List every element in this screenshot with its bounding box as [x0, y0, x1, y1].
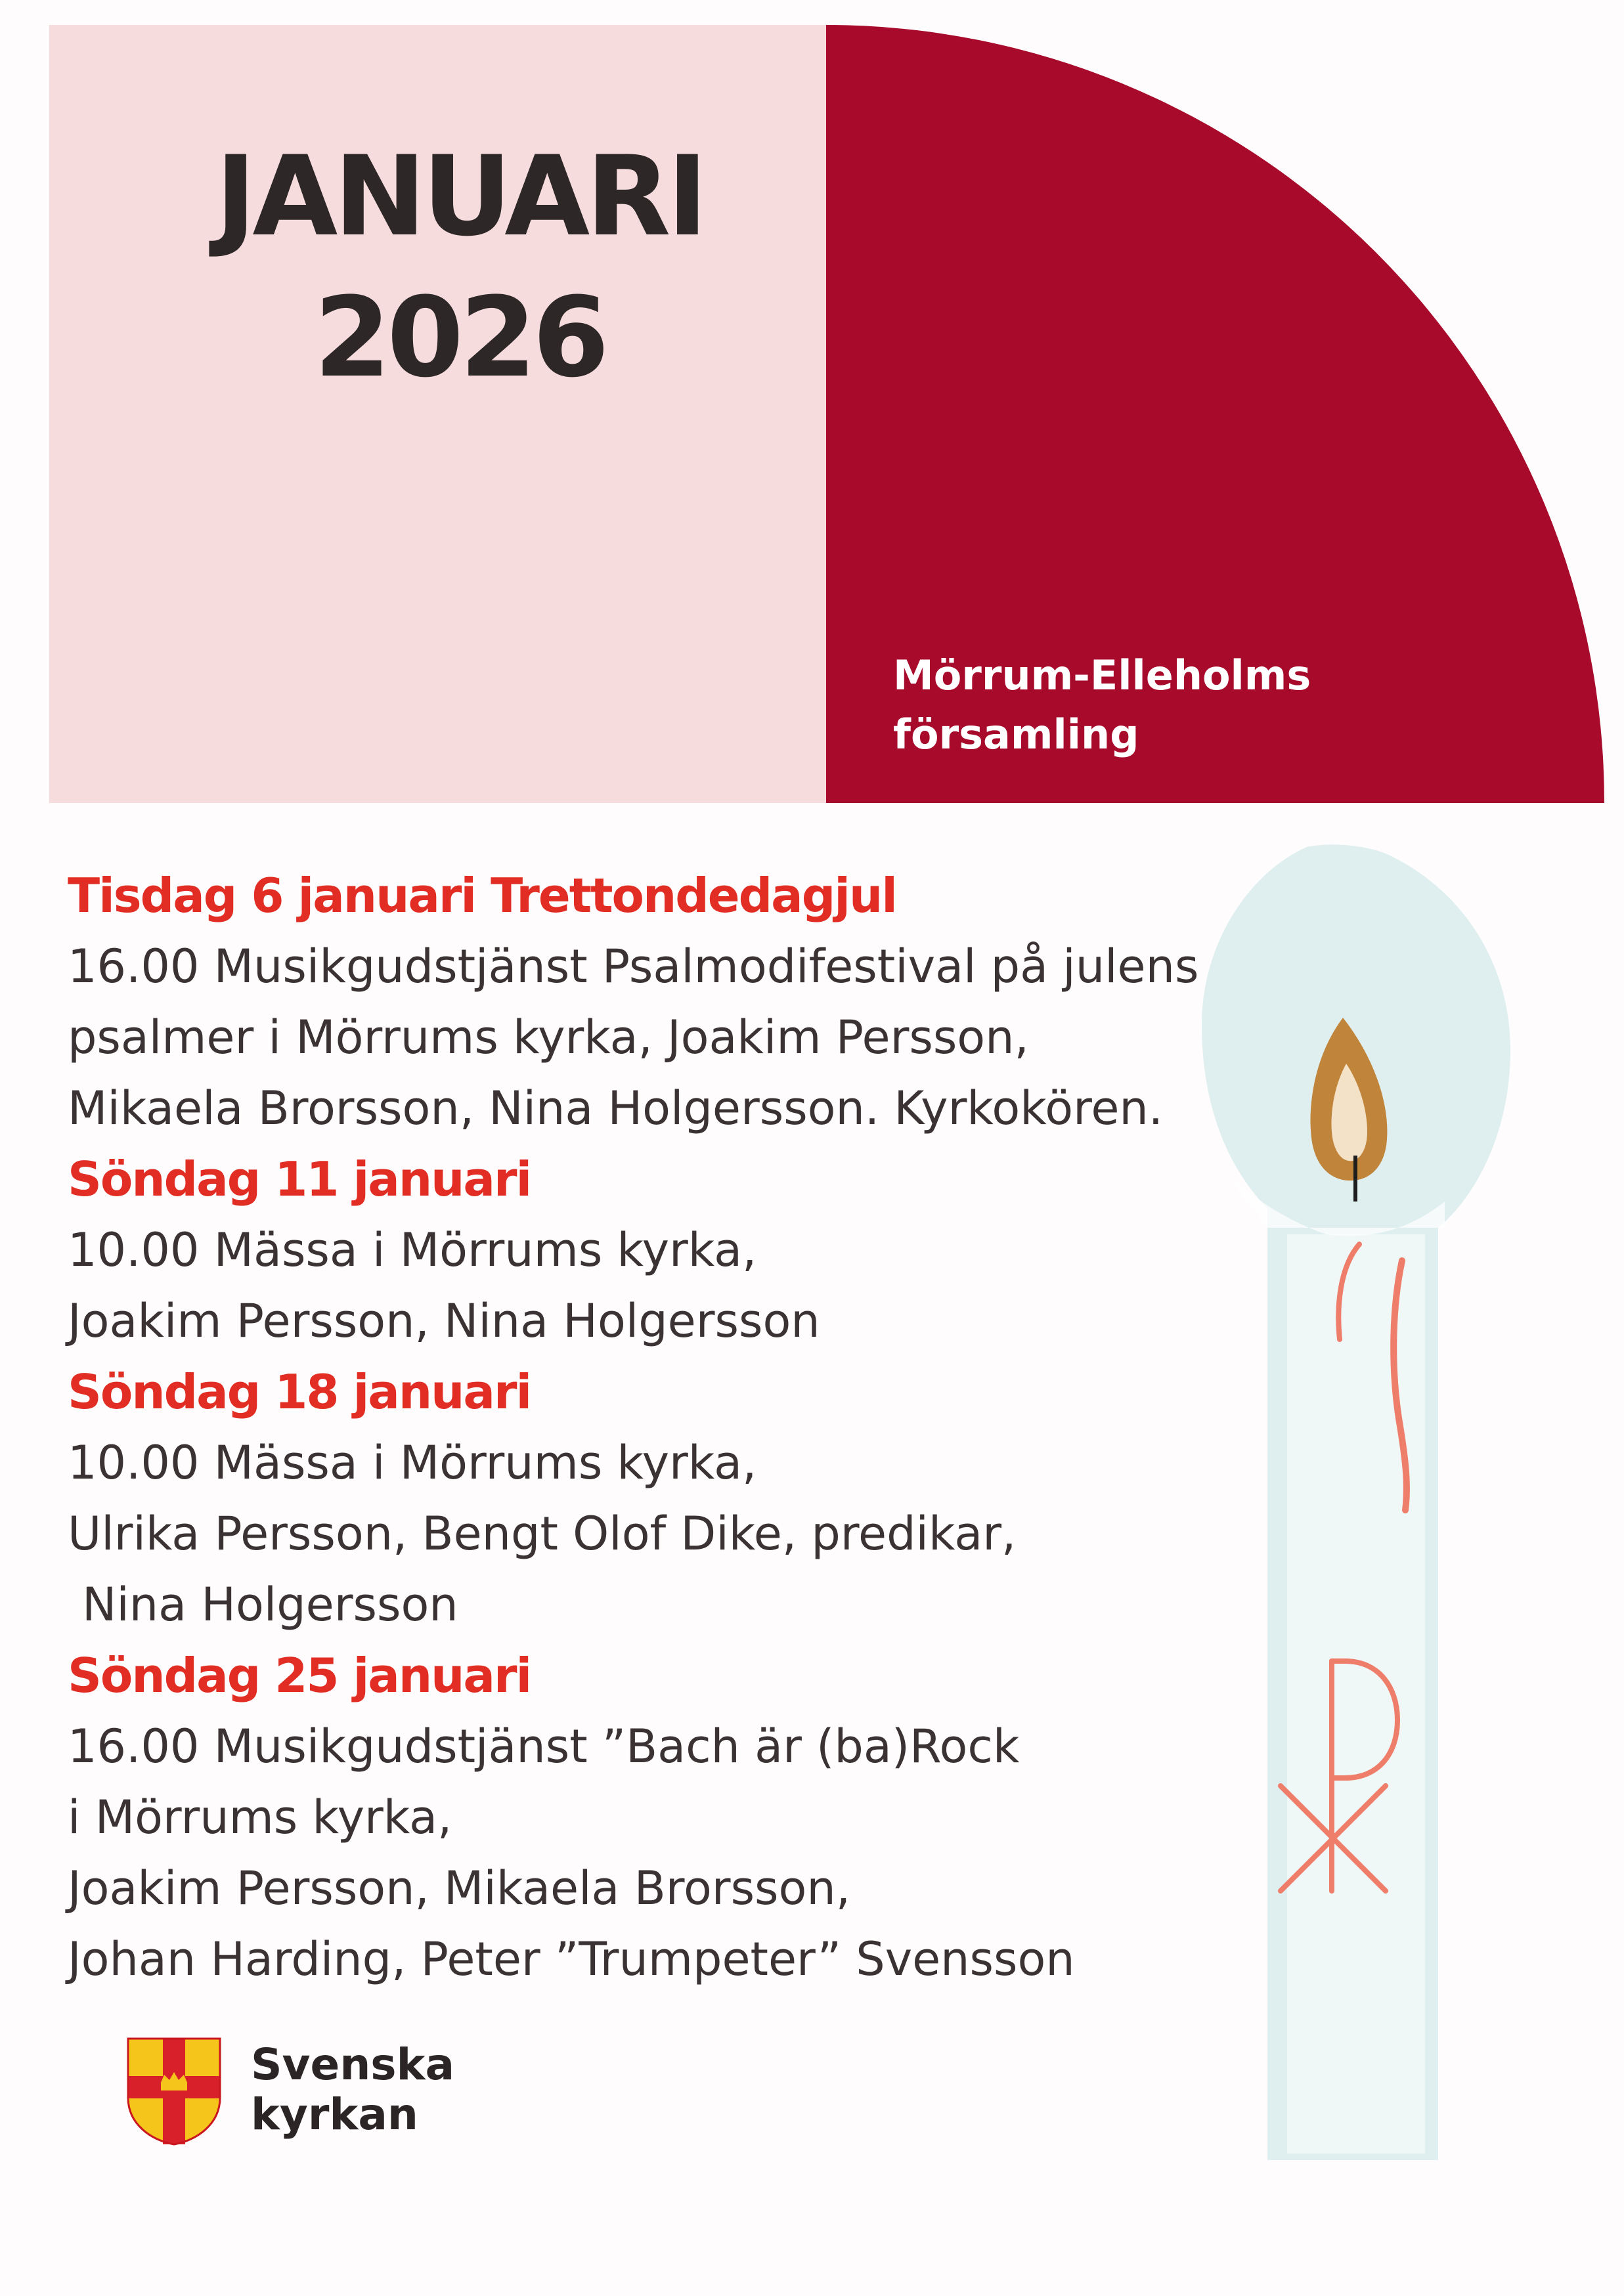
event-detail-line: Ulrika Persson, Bengt Olof Dike, predikar, — [68, 1507, 1017, 1561]
event-heading: Söndag 11 januari — [68, 1152, 531, 1207]
event-heading: Tisdag 6 januari Trettondedagjul — [68, 868, 896, 923]
logo-text-line2: kyrkan — [251, 2089, 418, 2140]
page-title-month: JANUARI — [215, 132, 705, 261]
event-heading: Söndag 18 januari — [68, 1364, 531, 1419]
parish-name-line2: församling — [893, 710, 1139, 758]
event-detail-line: i Mörrums kyrka, — [68, 1790, 452, 1844]
svenska-kyrkan-logo — [125, 2035, 493, 2154]
event-item — [68, 1144, 1480, 1356]
event-list — [68, 860, 1480, 1995]
event-detail-line: psalmer i Mörrums kyrka, Joakim Persson, — [68, 1010, 1029, 1064]
event-detail-line: Johan Harding, Peter ”Trumpeter” Svensson — [68, 1932, 1075, 1986]
event-item — [68, 1640, 1480, 1995]
event-item — [68, 1356, 1480, 1640]
event-detail-line: Joakim Persson, Nina Holgersson — [68, 1294, 820, 1348]
logo-text-line1: Svenska — [251, 2039, 455, 2090]
event-detail-line: Joakim Persson, Mikaela Brorsson, — [68, 1861, 850, 1915]
event-detail-line: 10.00 Mässa i Mörrums kyrka, — [68, 1436, 757, 1490]
event-detail-line: Mikaela Brorsson, Nina Holgersson. Kyrkokören. — [68, 1081, 1164, 1135]
event-item — [68, 860, 1480, 1144]
page-title-year: 2026 — [314, 273, 605, 402]
event-detail-line: 16.00 Musikgudstjänst Psalmodifestival på julens — [68, 940, 1199, 993]
event-detail-line: 10.00 Mässa i Mörrums kyrka, — [68, 1223, 757, 1277]
event-detail-line: 16.00 Musikgudstjänst ”Bach är (ba)Rock — [68, 1720, 1020, 1773]
parish-name-line1: Mörrum-Elleholms — [893, 651, 1311, 699]
event-detail-line: Nina Holgersson — [82, 1578, 458, 1632]
event-heading: Söndag 25 januari — [68, 1648, 531, 1703]
church-shield-icon — [125, 2035, 223, 2147]
